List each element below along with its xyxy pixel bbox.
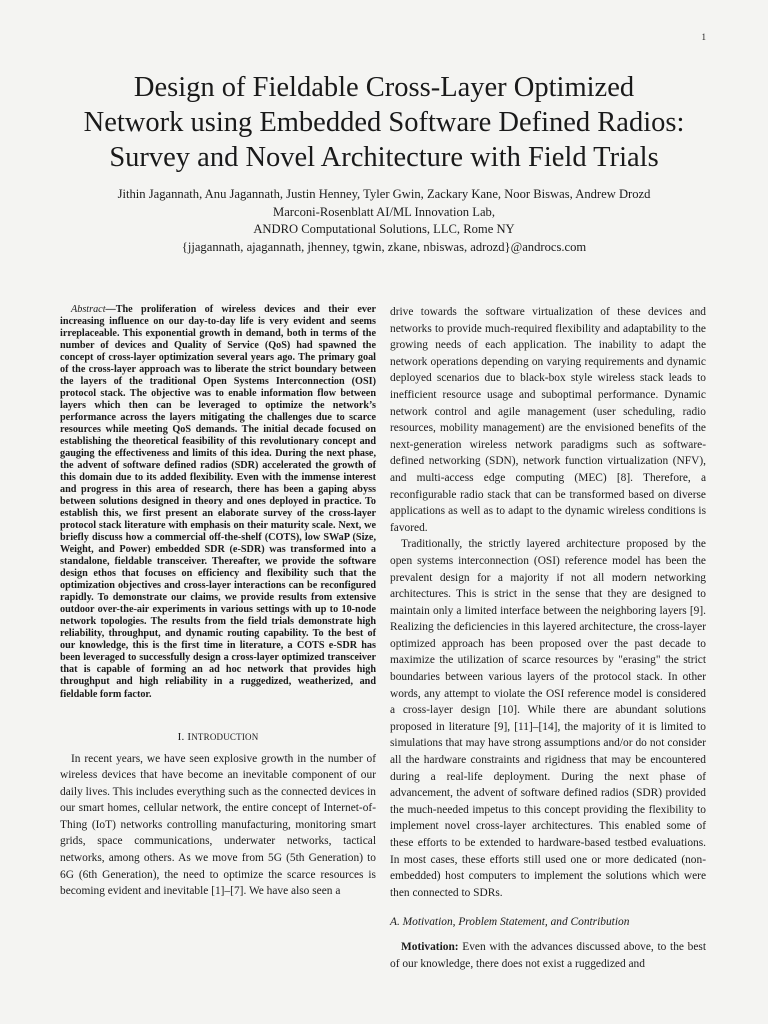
abstract [60,304,376,701]
body-paragraph: Traditionally, the strictly layered architecture proposed by the open systems interconnection (OSI) reference model has been the prevalent design for a majority if not all modern networking architectures. This is strict in the sense that they are designed to maintain only a limited interface between the neighboring layers [9]. Realizing the deficiencies in this layered architecture, the cross-layer optimized approach has been proposed over the past decade to maximize the utilization of scarce resources by "erasing" the strict boundaries between various layers of the protocol stack. In other words, any attempt to violate the OSI reference model is considered a cross-layer design [10]. While there are abundant solutions proposed in literature [9], [11]–[14], the majority of it is limited to simulations that may have strong assumptions and/or do not consider all the hardware constraints and rigidness that may be encountered during a real-life deployment. During the next phase of advancement, the advent of software defined radios (SDR) provided the much-needed impetus to this concept providing the flexibility to implement novel cross-layer architectures. This enabled some of these efforts to be extended to hardware-based testbed evaluations. In most cases, these efforts still used one or more dedicated (non-embedded) host computers to implement the solutions which were then connected to SDRs. [390,538,706,899]
motivation-paragraph [390,939,706,972]
section-heading-introduction [60,731,376,743]
paper-title [40,70,728,175]
author-list: Jithin Jagannath, Anu Jagannath, Justin Henney, Tyler Gwin, Zackary Kane, Noor Biswas, Andrew Drozd [117,187,651,201]
motivation-text: Even with the advances discussed above, to the best of our knowledge, there does not exist a ruggedized and [390,940,706,970]
page-number: 1 [701,32,706,42]
body-paragraph: drive towards the software virtualization of these devices and networks to provide much-required flexibility and adaptability to the growing needs of each application. The inability to adapt the network operations depending on varying requirements and dynamic deployed scenarios due to black-box style wireless stack leads to inefficient resource usage and suboptimal performance. Dynamic network control and agile management (user scheduling, radio resources, mobility management) are the envisioned benefits of the next-generation wireless network paradigms such as software-defined networking (SDN), network function virtualization (NFV), and multi-access edge computing (MEC) [8]. Therefore, a reconfigurable radio stack that can be transformed based on diverse applications as well as to adapt to the dynamic wireless conditions is favored. [390,306,706,534]
affiliation-lab: Marconi-Rosenblatt AI/ML Innovation Lab, [273,204,495,219]
intro-paragraph: In recent years, we have seen explosive growth in the number of wireless devices that have become an inevitable component of our daily lives. This includes everything such as the connected devices in our smart homes, cellular network, the entire concept of Internet-of-Thing (IoT) networks controlling manufacturing, monitoring smart grids, space communications, underwater networks, tactical networks, among others. As we move from 5G (5th Generation) to 6G (6th Generation), the need to optimize the scarce resources is becoming evident and inevitable [1]–[7]. We have also seen a [60,752,376,898]
abstract-label: Abstract [71,304,106,315]
section-heading-numeral: I. I [177,730,192,743]
right-column [390,304,706,972]
author-emails: {jjagannath, ajagannath, jhenney, tgwin, zkane, nbiswas, adrozd}@androcs.com [181,239,587,254]
subsection-heading: A. Motivation, Problem Statement, and Contribution [390,916,630,929]
affiliation-company: ANDRO Computational Solutions, LLC, Rome NY [253,222,515,237]
author-block [40,186,728,256]
section-heading-rest: NTRODUCTION [191,731,259,742]
title-line: Design of Fieldable Cross-Layer Optimized [133,72,635,103]
abstract-text: —The proliferation of wireless devices and their ever increasing influence on our day-to-day life is very evident and seems irreplaceable. This exponential growth in demand, both in terms of the number of devices and Quality of Service (QoS) had spawned the concept of cross-layer optimization several years ago. The primary goal of the cross-layer approach was to liberate the strict boundary between the layers of the traditional Open Systems Interconnection (OSI) protocol stack. The objective was to enable information flow between layers which then can be leveraged to optimize the network’s performance across the layers mitigating the challenges due to scarce resources while meeting QoS demands. The initial decade focused on establishing the theoretical feasibility of this revolutionary concept and gauging the effectiveness and limits of this idea. During the next phase, the advent of software defined radios (SDR) accelerated the growth of this domain due to its added flexibility. Even with the immense interest and progress in this area of research, there has been a gaping abyss between solutions designed in theory and ones deployed in practice. To establish this, we first present an elaborate survey of the cross-layer protocol stack literature with emphasis on their maturity scale. Next, we briefly discuss how a commercial off-the-shelf (COTS), low SWaP (Size, Weight, and Power) embedded SDR (e-SDR) was transformed into a standalone, fieldable transceiver. Thereafter, we provide the software design ethos that focuses on efficiency and flexibility such that the optimization objectives and cross-layer interactions can be reconfigured rapidly. To demonstrate our claims, we provide results from extensive outdoor over-the-air experiments in various settings with up to 10-node network topologies. The results from the field trials demonstrate high reliability, throughput, and dynamic routing capability. To the best of our knowledge, this is the first time in literature, a COTS e-SDR has been leveraged to successfully design a cross-layer optimized transceiver that is capable of forming an ad hoc network that provides high throughput and high reliability in a ruggedized, weatherized, and fieldable form factor. [60,304,376,700]
left-column [60,304,376,900]
title-line: Network using Embedded Software Defined Radios: [83,107,685,138]
title-line: Survey and Novel Architecture with Field Trials [109,142,659,173]
motivation-label: Motivation: [401,940,459,953]
